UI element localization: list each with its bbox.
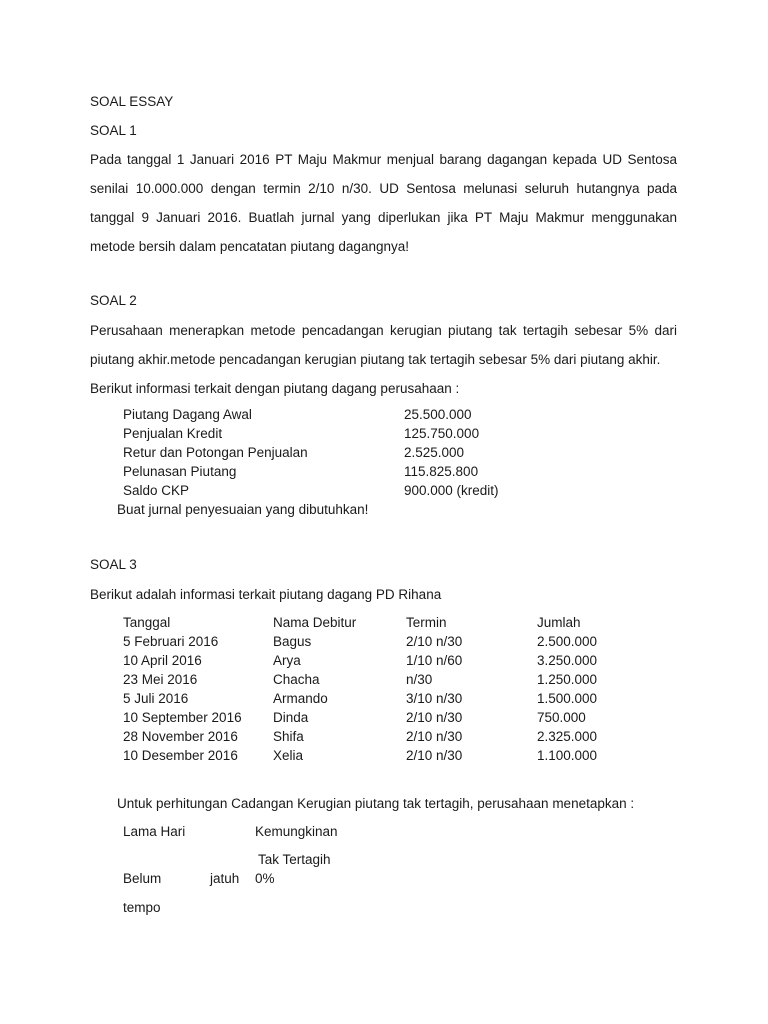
table-cell: Chacha — [273, 672, 320, 687]
soal1-paragraph — [90, 145, 677, 261]
soal1-line: metode bersih dalam pencatatan piutang dagangnya! — [90, 239, 409, 254]
policy-header-kemungkinan: Kemungkinan — [255, 824, 338, 839]
policy-cell-tempo: tempo — [123, 900, 161, 915]
item-value: 125.750.000 — [404, 426, 480, 441]
item-label: Piutang Dagang Awal — [123, 407, 252, 422]
soal2-instruction: Buat jurnal penyesuaian yang dibutuhkan! — [117, 502, 369, 517]
table-cell: 3/10 n/30 — [406, 691, 463, 706]
soal3-heading: SOAL 3 — [90, 557, 137, 572]
table-header-termin: Termin — [406, 615, 447, 630]
table-cell: 750.000 — [537, 710, 586, 725]
item-label: Retur dan Potongan Penjualan — [123, 445, 308, 460]
table-cell: 23 Mei 2016 — [123, 672, 198, 687]
policy-cell-belum: Belum — [123, 871, 162, 886]
item-label: Saldo CKP — [123, 483, 190, 498]
soal2-line: piutang akhir.metode pencadangan kerugian piutang tak tertagih sebesar 5% dari piutang akhir. — [90, 352, 661, 367]
table-cell: 2/10 n/30 — [406, 634, 463, 649]
table-header-tanggal: Tanggal — [123, 615, 171, 630]
table-cell: 5 Februari 2016 — [123, 634, 219, 649]
table-cell: 1.500.000 — [537, 691, 598, 706]
item-value: 115.825.800 — [404, 464, 479, 479]
table-cell: 3.250.000 — [537, 653, 598, 668]
table-cell: 28 November 2016 — [123, 729, 238, 744]
table-cell: 2/10 n/30 — [406, 710, 463, 725]
soal2-paragraph — [90, 316, 677, 403]
policy-header-lama-hari: Lama Hari — [123, 824, 186, 839]
soal2-heading: SOAL 2 — [90, 293, 137, 308]
table-cell: Bagus — [273, 634, 312, 649]
table-cell: 1.250.000 — [537, 672, 598, 687]
soal2-line: Berikut informasi terkait dengan piutang dagang perusahaan : — [90, 381, 460, 396]
soal3-intro: Berikut adalah informasi terkait piutang dagang PD Rihana — [90, 587, 442, 602]
table-cell: 10 September 2016 — [123, 710, 242, 725]
policy-header-tak-tertagih: Tak Tertagih — [258, 852, 331, 867]
item-label: Penjualan Kredit — [123, 426, 223, 441]
soal2-line: Perusahaan menerapkan metode pencadangan kerugian piutang tak tertagih sebesar 5% dari — [90, 323, 677, 338]
table-cell: 1/10 n/60 — [406, 653, 463, 668]
item-value: 2.525.000 — [404, 445, 465, 460]
soal1-line: Pada tanggal 1 Januari 2016 PT Maju Makmur menjual barang dagangan kepada UD Sentosa — [90, 152, 677, 167]
table-cell: Xelia — [273, 748, 304, 763]
soal1-line: tanggal 9 Januari 2016. Buatlah jurnal yang diperlukan jika PT Maju Makmur menggunakan — [90, 210, 677, 225]
table-cell: 1.100.000 — [537, 748, 598, 763]
table-header-debitur: Nama Debitur — [273, 615, 357, 630]
item-label: Pelunasan Piutang — [123, 464, 237, 479]
table-cell: 5 Juli 2016 — [123, 691, 189, 706]
soal1-line: senilai 10.000.000 dengan termin 2/10 n/30. UD Sentosa melunasi seluruh hutangnya pada — [90, 181, 677, 196]
table-cell: Armando — [273, 691, 328, 706]
item-value: 900.000 (kredit) — [404, 483, 499, 498]
table-cell: n/30 — [406, 672, 433, 687]
soal1-heading: SOAL 1 — [90, 123, 137, 138]
table-header-jumlah: Jumlah — [537, 615, 581, 630]
document-title: SOAL ESSAY — [90, 94, 174, 109]
table-cell: 2.325.000 — [537, 729, 598, 744]
table-cell: 2.500.000 — [537, 634, 598, 649]
policy-cell-percentage: 0% — [255, 871, 275, 886]
table-cell: Shifa — [273, 729, 304, 744]
table-cell: 10 Desember 2016 — [123, 748, 238, 763]
item-value: 25.500.000 — [404, 407, 472, 422]
policy-cell-jatuh: jatuh — [210, 871, 240, 886]
table-cell: 2/10 n/30 — [406, 729, 463, 744]
table-cell: Dinda — [273, 710, 309, 725]
table-cell: 2/10 n/30 — [406, 748, 463, 763]
policy-text: Untuk perhitungan Cadangan Kerugian piutang tak tertagih, perusahaan menetapkan : — [117, 796, 635, 811]
table-cell: Arya — [273, 653, 301, 668]
table-cell: 10 April 2016 — [123, 653, 202, 668]
